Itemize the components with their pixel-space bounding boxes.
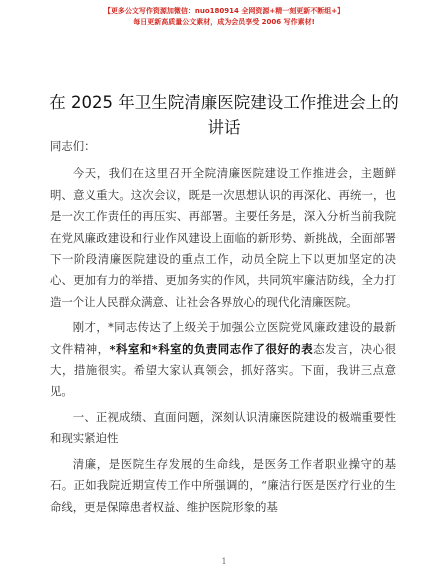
promo-banner	[0, 6, 448, 28]
document-body	[50, 136, 396, 522]
document-title-line-1: 在 2025 年卫生院清廉医院建设工作推进会上的	[49, 93, 399, 112]
salutation: 同志们：	[50, 139, 96, 153]
paragraph-2	[50, 317, 396, 403]
paragraph-2-bold-text: *科室和*科室的负责同志作了很好的表	[109, 341, 314, 356]
paragraph-2-part-1: 刚才，*同志传达了上级关于加强公立医院党风廉政建设的最新文件精神，	[50, 320, 396, 356]
promo-banner-line-2: 每日更新高质量公文素材，成为会员享受 2006 写作素材!	[133, 18, 315, 26]
section-heading-1: 一、正视成绩、直面问题，深刻认识清廉医院建设的极端重要性和现实紧迫性	[50, 409, 396, 446]
paragraph-1: 今天，我们在这里召开全院清廉医院建设工作推进会，主题鲜明、意义重大。这次会议，既是一次思想认识的再深化、再统一，也是一次工作责任的再压实、再部署。主要任务是，深入分析当前我院在党风廉政建设和行业作风建设上面临的新形势、新挑战，全面部署下一阶段清廉医院建设的重点工作，动员全院上下以更加坚定的决心、更加有力的举措、更加务实的作风，共同筑牢廉洁防线，全力打造一个让人民群众满意、让社会各界放心的现代化清廉医院。	[50, 166, 396, 309]
paragraph-3: 清廉，是医院生存发展的生命线，是医务工作者职业操守的基石。正如我院近期宣传工作中所强调的，“廉洁行医是医疗行业的生命线，更是保障患者权益、维护医院形象的基	[50, 456, 396, 514]
page-number: 1	[221, 557, 227, 566]
promo-banner-line-1: 【更多公文写作资源加微信：nuo180914 全网资源+精一刻更新不断组+】	[103, 7, 345, 15]
paragraph-2-part-2: 态发言，决心很大，措施很实。希望大家认真领会，抓好落实。下面，我讲三点意见。	[50, 341, 396, 399]
document-title-line-2: 讲话	[207, 118, 241, 137]
document-title	[44, 90, 404, 140]
